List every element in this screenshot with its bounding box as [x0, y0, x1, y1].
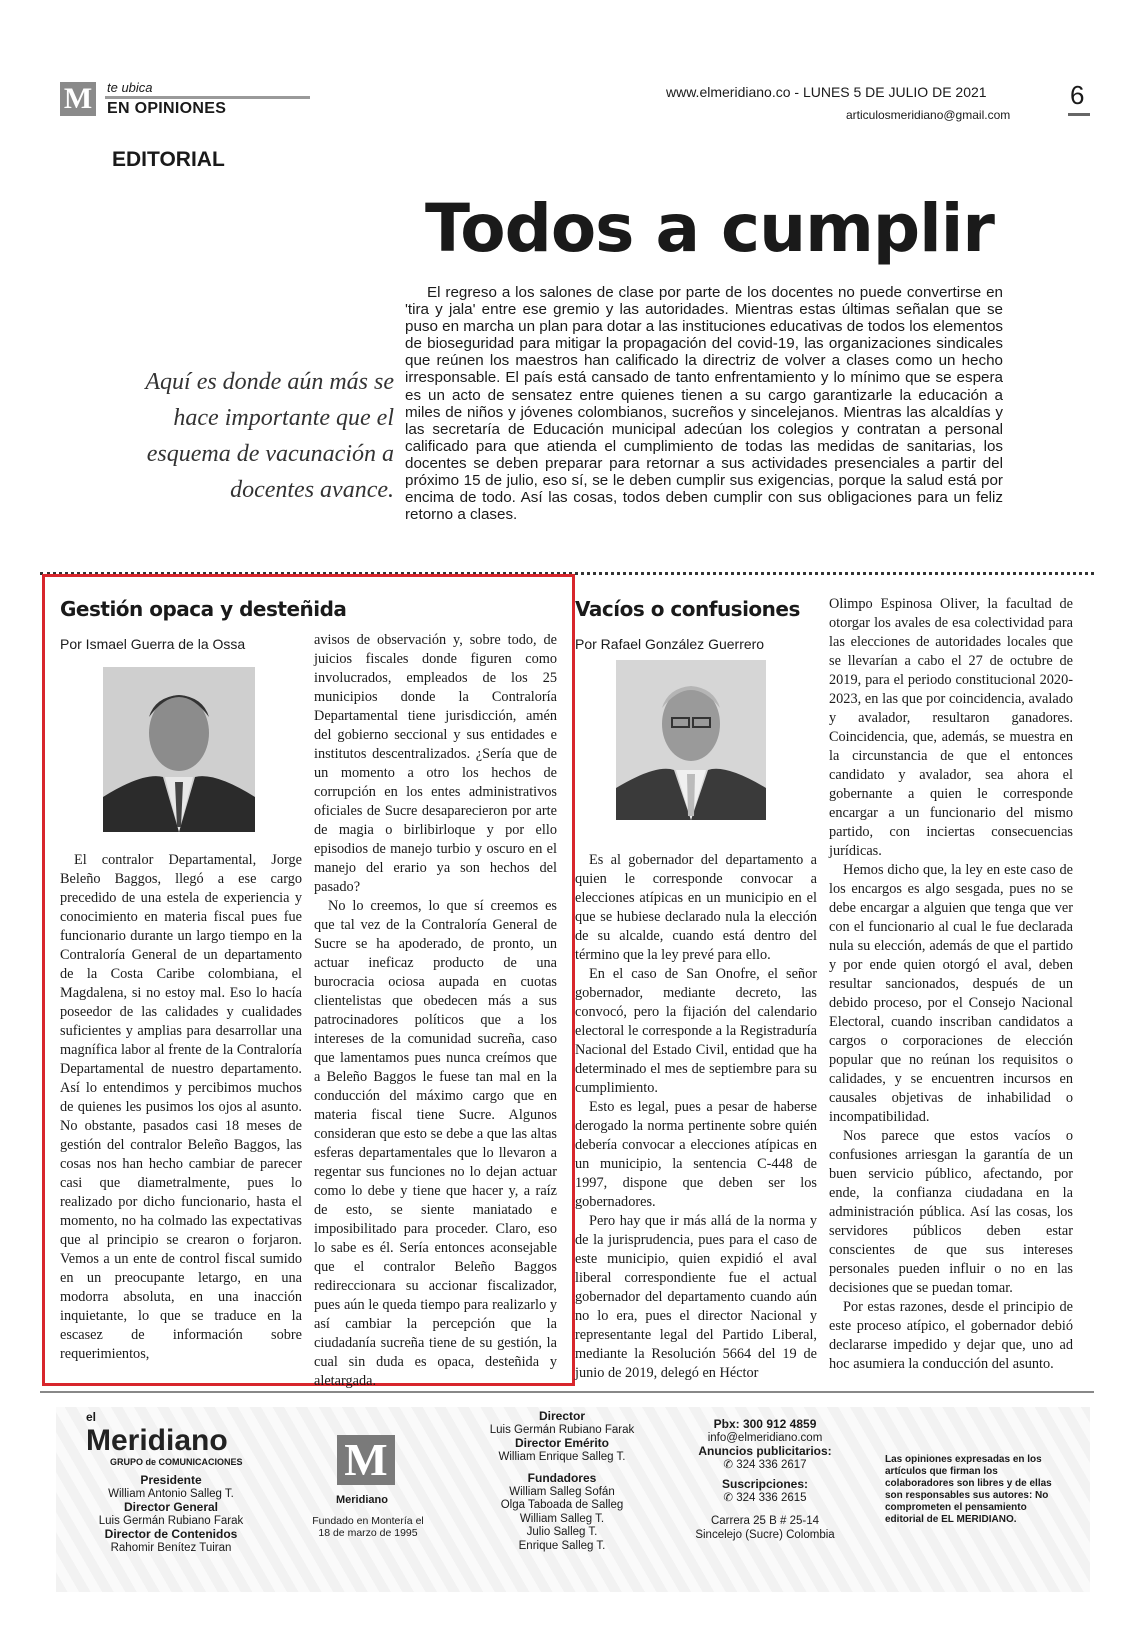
ads-phone-row — [680, 1459, 850, 1473]
dateline: www.elmeridiano.co - LUNES 5 DE JULIO DE 2021 — [666, 84, 987, 100]
pbx-number: Pbx: 300 912 4859 — [713, 1417, 817, 1431]
article-column — [314, 631, 557, 1391]
pull-quote: Aquí es donde aún más se hace importante que el esquema de vacunación a docentes avance. — [145, 369, 394, 503]
staff-name: William Enrique Salleg T. — [498, 1450, 626, 1463]
article-column — [60, 851, 302, 1364]
newspaper-mark-name: Meridiano — [336, 1494, 388, 1506]
staff-role: Director — [538, 1409, 585, 1423]
staff-name: William Antonio Salleg T. — [108, 1487, 234, 1500]
opinion-disclaimer: Las opiniones expresadas en los artículos que firman los colaboradores son libres y de ellas son responsables sus autores: No comprometen el pensamiento editorial de EL MERIDIANO. — [885, 1454, 1052, 1525]
page-title: Todos a cumplir — [425, 190, 994, 267]
founder-name: Enrique Salleg T. — [518, 1539, 606, 1552]
whatsapp-icon: ✆ — [723, 1458, 734, 1471]
staff-role: Director Emérito — [514, 1436, 610, 1450]
footer-logo-group: GRUPO de COMUNICACIONES — [110, 1457, 243, 1467]
article-byline: Por Ismael Guerra de la Ossa — [60, 636, 246, 652]
article-paragraph: Es al gobernador del departamento a quien le corresponde convocar a elecciones atípicas en un municipio en el que se hubiese declarado nula la elección de su alcalde, cuando está dentro del término que la ley prevé para ello. — [575, 852, 817, 963]
author-photo — [103, 667, 255, 832]
article-byline: Por Rafael González Guerrero — [575, 636, 765, 652]
article-paragraph: No lo creemos, lo que sí creemos es que tal vez de la Contraloría General de Sucre se ha apoderado, de pronto, un actuar ineficaz producto de una burocracia ociosa aupada en cuotas clientelistas que obedecen más a sus patrocinadores políticos que a los intereses de la comunidad sucreña, caso que lamentamos pues nunca creímos que a Beleño Baggos le fuese tan mal en la conducción del máximo cargo que en materia fiscal tiene Sucre. Algunos consideran que esto se debe a que las altas esferas departamentales que lo llevaron a regentar sus funciones no lo dejan actuar como lo debe y tiene que hacer y, a raíz de esto, se siente maniatado e imposibilitado para proceder. Claro, eso lo sabe es él. Sería entonces aconsejable que el contralor Beleño Baggos redireccionara su accionar fiscalizador, pues aún le queda tiempo para realizarlo y así cambiar la percepción que la ciudadanía sucreña tiene de su gestión, la cual sin duda es opaca, desteñida y aletargada. — [314, 898, 557, 1389]
editorial-label: EDITORIAL — [112, 148, 225, 171]
editorial-body: El regreso a los salones de clase por parte de los docentes no puede convertirse en 'tira y jala' entre ese gremio y las autoridades. Mientras estas últimas señalan que se puso en marcha un plan para dotar a las instituciones educativas de todos los elementos de bioseguridad para mitigar la propagación del covid-19, las organizaciones sindicales que reúnen los maestros han calificado la directriz de volver a clases como un hecho irresponsable. El país está cansado de tanto enfrentamiento y lo mínimo que se espera es un acto de sensatez entre quienes tienen a su cargo garantizarle la educación a miles de niños y jóvenes colombianos, sucreños y sincelejanos. Mientras las alcaldías y las secretaría de Educación municipal adecúan los colegios y contratan a personal calificado para que atienda el cumplimiento de todas las medidas de sanitarias, los docentes se deben preparar para retornar a sus actividades presenciales a partir del próximo 15 de julio, eso sí, se le deben cumplir sus exigencias, porque la salud está por encima de todo. Así las cosas, todos deben cumplir con sus obligaciones para un feliz retorno a clases. — [405, 284, 1003, 524]
contact-block — [680, 1418, 850, 1542]
article-column — [575, 851, 817, 1383]
ads-label: Anuncios publicitarios: — [698, 1444, 832, 1458]
article-paragraph: avisos de observación y, sobre todo, de juicios fiscales donde figuren como involucrados, empleados de los 25 municipios donde la Contraloría Departamental tiene jurisdicción, amén del gobierno seccional y sus entidades e institutos descentralizados. ¿Sería que de un momento a otro los hechos de corrupción en los entes administrativos oficiales de Sucre desaparecieron por arte de magia o birlibirloque y por ello episodios de manejo turbio y oscuro en el manejo del erario ya son hechos del pasado? — [314, 632, 557, 895]
page-number: 6 — [1070, 80, 1085, 110]
logo-mark: M — [60, 82, 96, 116]
staff-role: Presidente — [140, 1473, 202, 1487]
footer-email: info@elmeridiano.com — [707, 1431, 823, 1444]
staff-role: Director de Contenidos — [104, 1527, 238, 1541]
city: Sincelejo (Sucre) Colombia — [695, 1528, 835, 1541]
section-label: EN OPINIONES — [107, 100, 227, 117]
founder-name: Olga Taboada de Salleg — [500, 1499, 624, 1511]
subs-phone: 324 336 2615 — [736, 1491, 807, 1504]
article-paragraph: Olimpo Espinosa Oliver, la facultad de otorgar los avales de esa colectividad para las elecciones de autoridades locales que se llevarían a cabo el 27 de octubre de 2019, para el periodo constitucional 2020-2023, en las que por coincidencia, avalado y avalador, resultaron ganadores. Coincidencia, que, además, se muestra en la circunstancia de que el entonces candidato y avalador, sea ahora el gobernante a quien le corresponde encargar a un funcionario del mismo partido, con inciertas consecuencias jurídicas. — [829, 596, 1073, 859]
newspaper-mark: M — [337, 1435, 395, 1485]
contact-email: articulosmeridiano@gmail.com — [846, 108, 1011, 122]
page-number-rule — [1068, 113, 1090, 116]
article-column — [829, 595, 1073, 1374]
staff-name: Luis Germán Rubiano Farak — [489, 1423, 635, 1436]
staff-name: Rahomir Benítez Tuiran — [110, 1541, 232, 1554]
footer-logo-prefix: el — [86, 1410, 97, 1424]
staff-name: Luis Germán Rubiano Farak — [98, 1514, 244, 1527]
staff-role: Fundadores — [527, 1471, 597, 1485]
article-title: Vacíos o confusiones — [575, 597, 800, 621]
article-paragraph: Nos parece que estos vacíos o confusiones arriesgan la garantía de un buen servicio público, afectando, por ende, la confianza ciudadana en la administración pública. Así las cosas, los servidores públicos deben estar conscientes de que sus intereses personales pueden influir o no en las decisiones que se puedan tomar. — [829, 1128, 1073, 1296]
author-photo — [616, 660, 766, 820]
footer-logo: Meridiano — [86, 1424, 228, 1457]
article-paragraph: Hemos dicho que, la ley en este caso de los encargos es algo sesgada, pues no se debe encargar a alguien que tenga que ver con el funcionario al cual le fue declarada nula su elección, además de que el partido y por ende quien otorgó el aval, deben resultar sancionados, después de un debido proceso, por el Consejo Nacional Electoral, cuando inscriban candidatos a cargos o corporaciones de elección popular que no reúnan los requisitos o calidades, y se encuentren incursos en causales objetivas de inhabilidad o incompatibilidad. — [829, 862, 1073, 1125]
tagline: te ubica — [107, 80, 153, 95]
ads-phone: 324 336 2617 — [736, 1458, 807, 1471]
author-portrait-icon — [616, 660, 766, 820]
staff-role: Director General — [123, 1500, 219, 1514]
author-portrait-icon — [103, 667, 255, 832]
article-paragraph: Esto es legal, pues a pesar de haberse derogado la norma pertinente sobre quién debería convocar a elecciones atípicas en un municipio, la sentencia C-448 de 1997, dispone que deben ser los gobernadores. — [575, 1099, 817, 1210]
article-paragraph: Por estas razones, desde el principio de este proceso atípico, el gobernador debió declararse impedido y dejar que, uno ad hoc asumiera la conducción del asunto. — [829, 1299, 1073, 1372]
article-title: Gestión opaca y desteñida — [60, 597, 347, 621]
subs-label: Suscripciones: — [721, 1477, 809, 1491]
founder-name: Julio Salleg T. — [526, 1526, 598, 1538]
founded-note: Fundado en Montería el 18 de marzo de 1995 — [312, 1515, 424, 1539]
staff-left — [86, 1474, 256, 1555]
footer-divider — [40, 1391, 1094, 1393]
header-rule — [105, 96, 310, 99]
article-paragraph: Pero hay que ir más allá de la norma y de la jurisprudencia, pues para el caso de este municipio, quien expidió el aval liberal correspondiente fue el actual gobernador del departamento cuando aún no lo era, pues el director Nacional y representante legal del Partido Liberal, mediante la Resolución 5664 del 19 de junio de 2019, delegó en Héctor — [575, 1213, 817, 1381]
article-paragraph: El contralor Departamental, Jorge Beleño Baggos, llegó a ese cargo precedido de una estela de experiencia y conocimiento en materia fiscal pues fue funcionario durante un largo tiempo en la Contraloría General de un departamento de la Costa Caribe colombiana, el Magdalena, si no estoy mal. Eso lo hacía poseedor de las calidades y cualidades suficientes y amplias para desarrollar una magnífica labor al frente de la Contraloría Departamental de nuestro departamento. Así lo entendimos y percibimos muchos de quienes les pusimos los ojos al asunto. No obstante, pasados casi 18 meses de gestión del contralor Beleño Baggos, las cosas nos han hecho cambiar de parecer casi que diametralmente, pues lo realizado por dicho funcionario, hasta el momento, no ha colmado las expectativas que al principio se crearon o forjaron. Vemos a un ente de control fiscal sumido en un preocupante letargo, en una modorra absoluta, en una inacción inquietante, lo que se traduce en la escasez de información sobre requerimientos, — [60, 852, 302, 1362]
founder-name: William Salleg T. — [519, 1512, 605, 1525]
article-paragraph: En el caso de San Onofre, el señor gobernador, mediante decreto, las convocó, pero la fijación del calendario electoral le corresponde a la Registraduría Nacional del Estado Civil, entidad que ha determinado el mes de septiembre para su cumplimiento. — [575, 966, 817, 1096]
address: Carrera 25 B # 25-14 — [710, 1515, 820, 1527]
whatsapp-icon: ✆ — [723, 1491, 734, 1504]
founder-name: William Salleg Sofán — [509, 1485, 615, 1498]
staff-center — [472, 1410, 652, 1553]
subs-phone-row — [680, 1492, 850, 1506]
